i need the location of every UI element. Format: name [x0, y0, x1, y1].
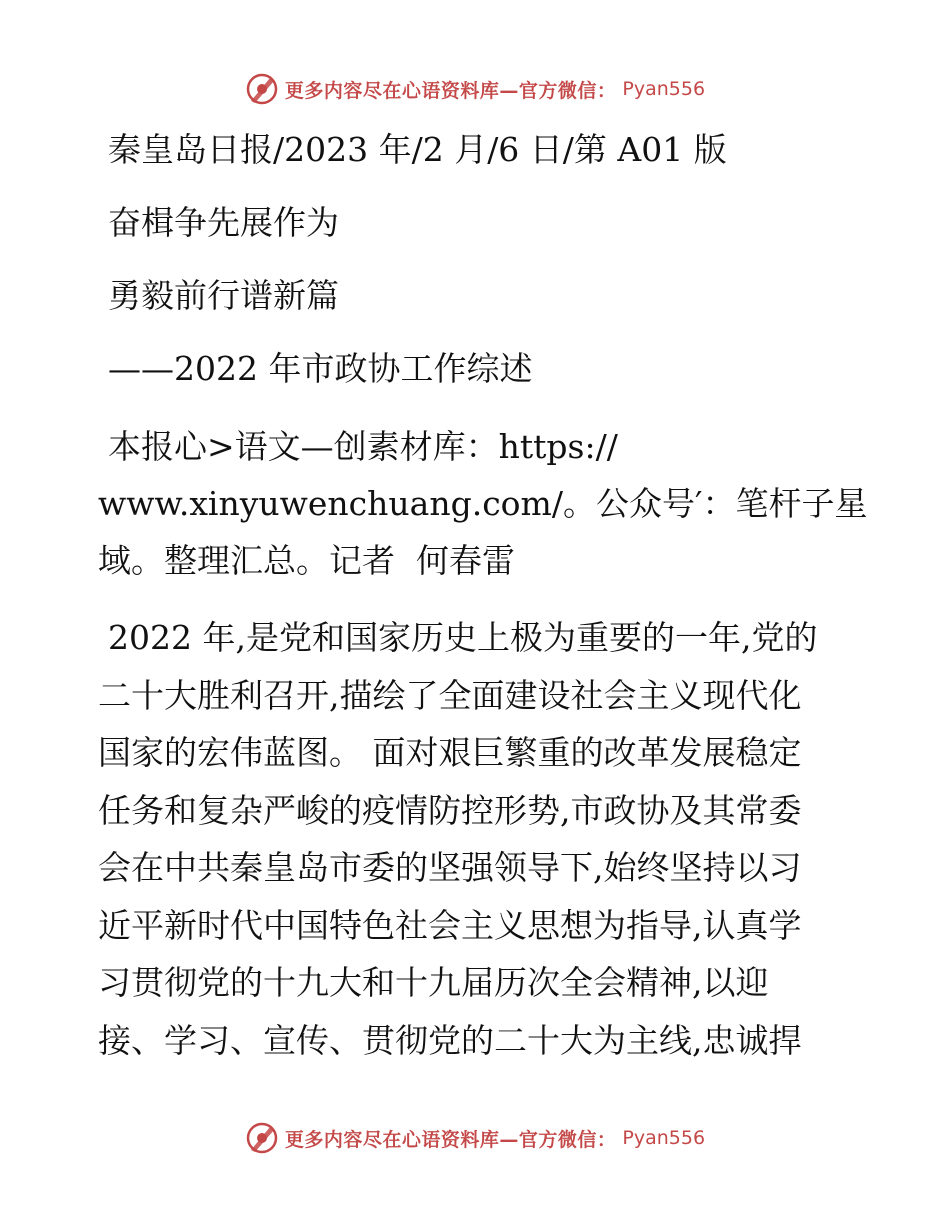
- byline-line-1: 本报心>语文—创素材库：https://: [108, 427, 618, 466]
- body-line: 任务和复杂严峻的疫情防控形势,市政协及其常委: [98, 790, 802, 830]
- subtitle: ——2022 年市政协工作综述: [108, 349, 533, 388]
- source-line: 秦皇岛日报/2023 年/2 月/6 日/第 A01 版: [108, 130, 727, 169]
- banner-text: 更多内容尽在心语资料库—官方微信：: [284, 79, 617, 102]
- banner-wechat-id: Pyan556: [622, 78, 706, 100]
- footer-banner: [0, 1121, 950, 1155]
- quill-pen-circle-icon: [245, 1121, 279, 1155]
- quill-pen-circle-icon: [245, 72, 279, 106]
- body-line: 接、学习、宣传、贯彻党的二十大为主线,忠诚捍: [98, 1020, 802, 1060]
- body-line: 二十大胜利召开,描绘了全面建设社会主义现代化: [98, 675, 802, 715]
- body-line: 国家的宏伟蓝图。 面对艰巨繁重的改革发展稳定: [98, 733, 802, 772]
- headline-line-1: 奋楫争先展作为: [108, 203, 339, 242]
- body-line: 会在中共秦皇岛市委的坚强领导下,始终坚持以习: [98, 848, 802, 887]
- byline-line-2: www.xinyuwenchuang.com/。公众号′：笔杆子星: [98, 484, 868, 523]
- document-body: [98, 120, 868, 1069]
- body-paragraph: [98, 609, 858, 1069]
- header-banner: [0, 72, 950, 106]
- headline-line-2: 勇毅前行谱新篇: [108, 276, 339, 315]
- body-line: 习贯彻党的十九大和十九届历次全会精神,以迎: [98, 963, 769, 1002]
- body-line: 近平新时代中国特色社会主义思想为指导,认真学: [98, 905, 802, 945]
- body-line: 2022 年,是党和国家历史上极为重要的一年,党的: [108, 618, 818, 657]
- byline-line-3: 域。整理汇总。记者 何春雷: [98, 541, 515, 580]
- banner-wechat-id: Pyan556: [622, 1127, 706, 1149]
- banner-text: 更多内容尽在心语资料库—官方微信：: [284, 1128, 617, 1151]
